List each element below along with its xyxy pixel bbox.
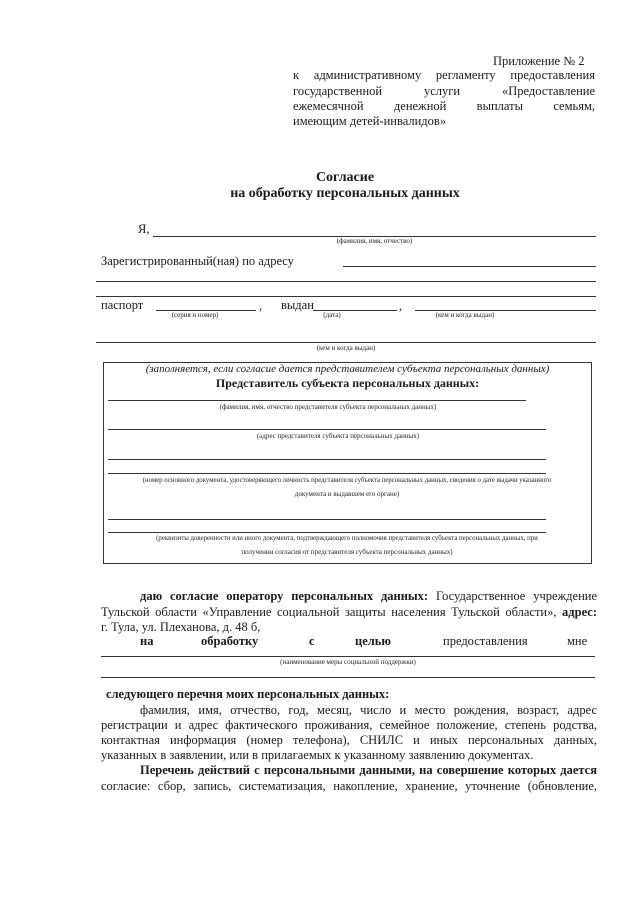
- rep-fio-caption: (фамилия, имя, отчество представителя субъекта персональных данных): [219, 403, 437, 411]
- comma-2: ,: [399, 299, 403, 313]
- consent-text: Государственное учреждение: [428, 589, 597, 603]
- rep-req-line-1[interactable]: [108, 519, 546, 520]
- consent-text: Тульской области «Управление социальной защиты населения Тульской области»,: [101, 605, 557, 619]
- appendix-line: государственной услуги «Предоставление: [293, 84, 595, 98]
- address-line-3[interactable]: [96, 296, 596, 297]
- consent-line-2: [101, 605, 597, 620]
- list-title: следующего перечня моих персональных данных:: [106, 687, 390, 701]
- consent-bold: даю согласие оператору персональных данных:: [140, 589, 429, 603]
- issued-by-caption-2: (кем и когда выдан): [316, 344, 376, 352]
- consent-line-3: г. Тула, ул. Плеханова, д. 48 б,: [101, 620, 261, 634]
- address-line-2[interactable]: [96, 281, 596, 282]
- comma-1: ,: [259, 299, 263, 313]
- representative-title: Представитель субъекта персональных данных:: [215, 376, 480, 390]
- consent-line-1: [140, 589, 597, 604]
- actions-bold: Перечень действий с персональными данными, на совершение которых дается: [140, 763, 597, 777]
- representative-note: (заполняется, если согласие дается представителем субъекта персональных данных): [145, 363, 550, 375]
- rep-address-caption: (адрес представителя субъекта персональных данных): [256, 432, 420, 440]
- rep-req-line-2[interactable]: [108, 532, 546, 533]
- actions-line-1: [140, 763, 597, 778]
- passport-label: паспорт: [101, 298, 144, 312]
- list-line: контактная информация (номер телефона), СНИЛС и иных персональных данных,: [101, 733, 597, 747]
- fio-caption: (фамилия, имя, отчество): [336, 237, 413, 245]
- rep-req-caption-2: получении согласия от представителя субъекта персональных данных): [241, 548, 453, 556]
- word-celyu: целью: [355, 634, 391, 648]
- address-line-1[interactable]: [343, 266, 596, 267]
- address-bold: адрес:: [556, 605, 597, 619]
- appendix-title: Приложение № 2: [493, 54, 585, 68]
- appendix-line: имеющим детей-инвалидов»: [293, 114, 447, 128]
- rep-doc-caption-1: (номер основного документа, удостоверяющего личность представителя субъекта персональных данных, сведения о дате выдачи указанного: [142, 477, 552, 484]
- issued-by-line-2[interactable]: [96, 342, 596, 343]
- measure-caption: (наименование меры социальной поддержки): [280, 658, 416, 666]
- rep-doc-caption-2: документа и выдавшем его органе): [294, 490, 400, 498]
- date-caption: (дата): [323, 311, 341, 319]
- word-na: на: [140, 634, 154, 648]
- ya-label: Я,: [138, 222, 150, 236]
- issued-by-caption: (кем и когда выдан): [435, 311, 495, 319]
- series-caption: (серия и номер): [171, 311, 219, 319]
- word-predostavleniya: предоставления: [443, 634, 528, 648]
- appendix-line: ежемесячной денежной выплаты семьям,: [293, 99, 595, 113]
- appendix-line: к административному регламенту предоставления: [293, 68, 595, 82]
- issued-label: выдан: [281, 298, 314, 312]
- rep-doc-line-1[interactable]: [108, 459, 546, 460]
- list-line: регистрации и адрес фактического проживания, семейное положение, степень родства,: [101, 718, 597, 732]
- registered-label: Зарегистрированный(ная) по адресу: [101, 254, 294, 268]
- rep-fio-line[interactable]: [108, 400, 526, 401]
- page-title: Согласие: [315, 170, 375, 185]
- rep-address-line[interactable]: [108, 429, 546, 430]
- actions-line-2: согласие: сбор, запись, систематизация, накопление, хранение, уточнение (обновление,: [101, 779, 597, 793]
- word-s: с: [309, 634, 315, 648]
- rep-req-caption-1: (реквизиты доверенности или иного документа, подтверждающего полномочия представителя субъекта персональных данных, при: [156, 535, 538, 542]
- rep-doc-line-2[interactable]: [108, 473, 546, 474]
- word-obrabotku: обработку: [201, 634, 259, 648]
- list-line: фамилия, имя, отчество, год, месяц, число и место рождения, возраст, адрес: [140, 703, 597, 717]
- page-subtitle: на обработку персональных данных: [230, 186, 460, 201]
- list-line: указанных в заявлении, или в прилагаемых к указанному заявлению документах.: [101, 748, 534, 762]
- measure-line[interactable]: [101, 656, 595, 657]
- word-mne: мне: [567, 634, 588, 648]
- measure-line-2[interactable]: [101, 677, 595, 678]
- representative-box: [103, 362, 592, 564]
